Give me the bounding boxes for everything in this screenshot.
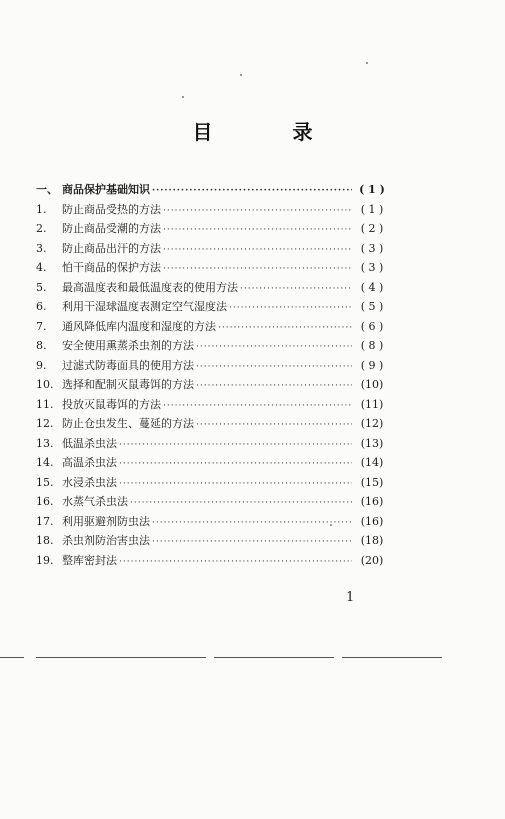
toc-leader-dots — [130, 494, 352, 512]
toc-number: 10. — [36, 378, 54, 391]
toc-leader-dots — [240, 280, 352, 298]
toc-number: 18. — [36, 534, 54, 547]
toc-number: 13. — [36, 436, 54, 450]
toc-leader-dots — [196, 358, 352, 376]
toc-row — [36, 180, 390, 200]
table-of-contents — [36, 180, 390, 570]
toc-row — [36, 414, 390, 434]
toc-page-ref: ( 6 ) — [360, 319, 384, 333]
toc-page-ref: (13) — [360, 436, 384, 450]
toc-number: 11. — [36, 397, 54, 411]
toc-row — [36, 492, 390, 512]
toc-row — [36, 512, 390, 532]
scan-speck — [366, 62, 368, 64]
page-number: 1 — [346, 590, 355, 605]
toc-number: 9. — [36, 358, 47, 372]
toc-title: 安全使用熏蒸杀虫剂的方法 — [62, 339, 194, 352]
toc-page-ref: (11) — [360, 397, 384, 411]
toc-page-ref: ( 2 ) — [360, 222, 384, 235]
toc-number: 19. — [36, 553, 54, 567]
toc-leader-dots — [119, 475, 352, 493]
toc-leader-dots — [119, 436, 352, 454]
toc-title: 防止仓虫发生、蔓延的方法 — [62, 417, 194, 430]
toc-title: 水浸杀虫法 — [62, 475, 117, 489]
scan-edge-line — [214, 657, 334, 658]
toc-leader-dots — [163, 260, 352, 278]
toc-leader-dots — [119, 455, 352, 473]
toc-number: 7. — [36, 319, 47, 333]
toc-row — [36, 200, 390, 220]
toc-title: 选择和配制灭鼠毒饵的方法 — [62, 378, 194, 391]
scan-speck — [240, 74, 242, 76]
toc-leader-dots — [152, 514, 352, 532]
toc-row — [36, 551, 390, 571]
toc-number: 一、 — [36, 183, 58, 196]
toc-number: 17. — [36, 514, 54, 528]
toc-row — [36, 395, 390, 415]
toc-number: 6. — [36, 300, 47, 313]
toc-row — [36, 297, 390, 317]
toc-number: 16. — [36, 495, 54, 508]
toc-title: 利用干湿球温度表测定空气湿度法 — [62, 300, 227, 313]
toc-leader-dots — [218, 319, 352, 337]
toc-page-ref: ( 5 ) — [360, 300, 384, 313]
toc-title: 防止商品受潮的方法 — [62, 222, 161, 235]
toc-row — [36, 239, 390, 259]
toc-page-ref: ( 9 ) — [360, 358, 384, 372]
scan-speck — [330, 524, 332, 526]
toc-row — [36, 219, 390, 239]
toc-leader-dots — [119, 553, 352, 571]
toc-page-ref: (16) — [360, 514, 384, 528]
toc-leader-dots — [163, 241, 352, 259]
scan-edge-line — [36, 657, 206, 658]
toc-row — [36, 336, 390, 356]
toc-row — [36, 375, 390, 395]
toc-page-ref: (14) — [360, 456, 384, 469]
toc-title: 高温杀虫法 — [62, 456, 117, 469]
toc-leader-dots — [229, 299, 352, 317]
toc-number: 3. — [36, 241, 47, 255]
toc-title: 商品保护基础知识 — [62, 183, 150, 196]
toc-leader-dots — [196, 416, 352, 434]
toc-number: 5. — [36, 280, 47, 294]
toc-title: 投放灭鼠毒饵的方法 — [62, 397, 161, 411]
toc-title: 通风降低库内温度和湿度的方法 — [62, 319, 216, 333]
scan-edge-line — [0, 657, 24, 658]
toc-title: 整库密封法 — [62, 553, 117, 567]
toc-number: 12. — [36, 417, 54, 430]
toc-title: 防止商品出汗的方法 — [62, 241, 161, 255]
toc-number: 4. — [36, 261, 47, 274]
toc-page-ref: (10) — [360, 378, 384, 391]
toc-leader-dots — [163, 221, 352, 239]
toc-row — [36, 317, 390, 337]
toc-title: 最高温度表和最低温度表的使用方法 — [62, 280, 238, 294]
toc-page-ref: (20) — [360, 553, 384, 567]
page-title: 目 录 — [192, 120, 343, 144]
toc-page-ref: ( 1 ) — [360, 202, 384, 216]
toc-page-ref: ( 3 ) — [360, 241, 384, 255]
toc-row — [36, 453, 390, 473]
toc-leader-dots — [163, 397, 352, 415]
toc-row — [36, 356, 390, 376]
toc-title: 过滤式防毒面具的使用方法 — [62, 358, 194, 372]
toc-number: 8. — [36, 339, 47, 352]
scan-speck — [182, 96, 184, 98]
toc-number: 14. — [36, 456, 54, 469]
toc-leader-dots — [196, 377, 352, 395]
toc-row — [36, 278, 390, 298]
toc-number: 2. — [36, 222, 47, 235]
toc-title: 防止商品受热的方法 — [62, 202, 161, 216]
toc-page-ref: ( 8 ) — [360, 339, 384, 352]
toc-page-ref: ( 1 ) — [359, 183, 385, 196]
toc-number: 1. — [36, 202, 47, 216]
toc-title: 水蒸气杀虫法 — [62, 495, 128, 508]
scan-edge-line — [342, 657, 442, 658]
toc-title: 利用驱避剂防虫法 — [62, 514, 150, 528]
toc-page-ref: ( 4 ) — [360, 280, 384, 294]
toc-leader-dots — [163, 202, 352, 220]
toc-row — [36, 531, 390, 551]
toc-row — [36, 258, 390, 278]
toc-title: 杀虫剂防治害虫法 — [62, 534, 150, 547]
toc-title: 低温杀虫法 — [62, 436, 117, 450]
toc-leader-dots — [152, 182, 352, 200]
toc-row — [36, 434, 390, 454]
toc-leader-dots — [152, 533, 352, 551]
toc-page-ref: (12) — [360, 417, 384, 430]
toc-number: 15. — [36, 475, 54, 489]
toc-page-ref: ( 3 ) — [360, 261, 384, 274]
toc-page-ref: (16) — [360, 495, 384, 508]
toc-title: 怕干商品的保护方法 — [62, 261, 161, 274]
toc-page-ref: (18) — [360, 534, 384, 547]
toc-page-ref: (15) — [360, 475, 384, 489]
toc-row — [36, 473, 390, 493]
toc-leader-dots — [196, 338, 352, 356]
